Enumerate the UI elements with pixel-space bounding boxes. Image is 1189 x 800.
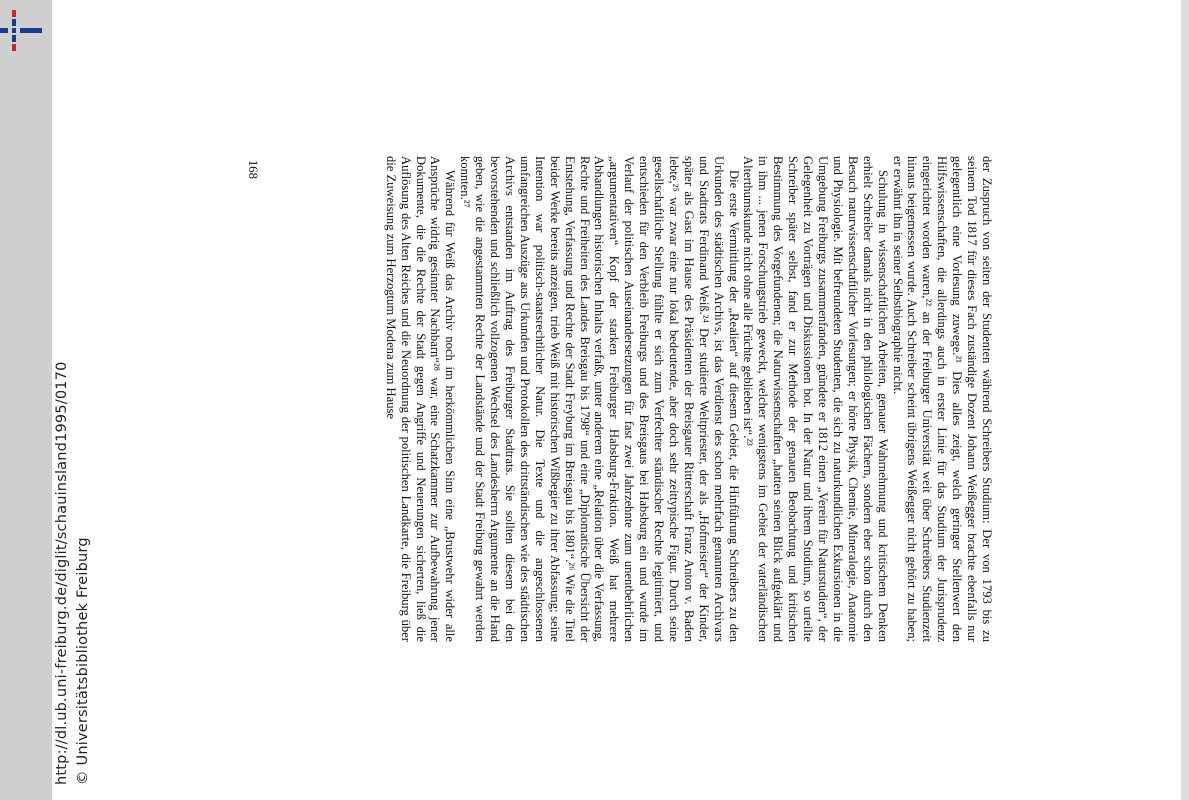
paragraph-3: Die erste Vermittlung der „Realien“ auf diesem Gebiet, die Hinführung Schreibers zu den Urkunden des städtischen Archivs, ist das Verdienst des schon mehrfach genannten Archivars und Stadtrats Ferdinand Weiß.²⁴ Der studierte Weltpriester, der als „Hofmeister“ der Kinder, später als Gast im Hause des Präsidenten der Breisgauer Ritterschaft Franz Anton v. Baden lebte,²⁵ war zwar eine nur lokal bedeutende, aber doch sehr zeittypische Figur. Durch seine gesellschaftliche Stellung fühlte er sich zum Verfechter ständischer Rechte legitimiert, und entschieden für den Verbleib Freiburgs und des Breisgaus bei Habsburg ein und wurde im Verlauf der politischen Auseinandersetzungen für fast zwei Jahrzehnte zum unentbehrlichen „argumentativen“ Kopf der starken Freiburger Habsburg-Fraktion. Weiß hat mehrere Abhandlungen historischen Inhalts verfaßt, unter anderem eine „Relation über die Verfassung, Rechte und Freiheiten des Landes Breisgau bis 1798“ und eine „Diplomatische Übersicht der Entstehung, Verfassung und Rechte der Stadt Freyburg im Breisgau bis 1801“.²⁶ Wie die Titel beider Werke bereits anzeigen, trieb Weiß mit historischen Wißbegier zu ihrer Abfassung; seine Intention war politisch-staatsrechtlicher Natur. Die Texte und die angeschlossenen umfangreichen Auszüge aus Urkunden und Protokollen des drittständischen wie des städtischen Archivs entstanden im Auftrag des Freiburger Stadtrats. Sie sollten diesem bei den bevorstehenden und schließlich vollzogenen Wechsel des Landesherrn Argumente an die Hand geben, wie die angestammten Rechte der Landstände und der Stadt Freiburg gewahrt werden konnten.²⁷	[458, 156, 741, 642]
sidebar	[0, 0, 91, 800]
page-text	[252, 156, 994, 642]
paragraph-4: Während für Weiß das Archiv noch im herkömmlichen Sinn eine „Brustwehr wider alle Ansprüche widrig gesinnter Nachbarn“²⁸ war, eine Schatzkammer zur Aufbewahrung jener Dokumente, die die Rechte der Stadt gegen Angriffe und Neuerungen sicherten, ließ die Auflösung des Alten Reiches und die Neuordnung der politischen Landkarte, die Freiburg über die Zuweisung zum Herzogtum Modena zum Hause	[383, 156, 458, 642]
copyright-text: © Universitätsbibliothek Freiburg	[75, 537, 91, 785]
sidebar-credit	[52, 0, 96, 785]
right-edge-strip	[1181, 0, 1189, 800]
paragraph-2: Schulung in wissenschaftlichen Arbeiten, genauer Wahrnehmung und kritischem Denken erhielt Schreiber damals nicht in den philologischen Fächern, sondern eher schon durch den Besuch naturwissenschaftlicher Vorlesungen; er hörte Physik, Chemie, Mineralogie, Anatomie und Physiologie. Mit befreundeten Studenten, die sich zu naturkundlichen Exkursionen in die Umgebung Freiburgs zusammenfanden, gründete er 1812 einen „Verein für Naturstudien“, der Gelegenheit zu Vorträgen und Diskussionen bot. In der Natur und ihrem Studium, so urteilte Schreiber später selbst, fand er zur Methode der genauen Beobachtung und kritischen Bestimmung des Vorgefundenen; die Naturwissenschaften „hatten seinen Blick aufgeklärt und in ihm ... jenen Forschungstrieb geweckt, welcher wenigstens im Gebiet der vaterländischen Alterthumskunde nicht ohne alle Früchte geblieben ist“.²³	[741, 156, 890, 642]
ub-freiburg-logo-icon	[0, 10, 44, 52]
paragraph-1: der Zuspruch von seiten der Studenten während Schreibers Studium: Der von 1793 bis zu seinem Tod 1817 für dieses Fach zuständige Dozent Johann Weißegger brachte ebenfalls nur gelegentlich eine Vorlesung zuwege.²¹ Dies alles zeigt, welch geringer Stellenwert den Hilfswissenschaften, die allerdings auch in erster Linie für das Studium der Jurisprudenz eingerichtet worden waren,²² an der Freiburger Universität weit über Schreibers Studienzeit hinaus beigemessen wurde. Auch Schreiber scheint übrigens Weißegger nicht gehört zu haben; er erwähnt ihn in seiner Selbstbiographie nicht.	[890, 156, 994, 642]
page-number: 168	[246, 160, 260, 179]
source-url-link[interactable]: http://dl.ub.uni-freiburg.de/diglit/schauinsland1995/0170	[54, 361, 70, 785]
